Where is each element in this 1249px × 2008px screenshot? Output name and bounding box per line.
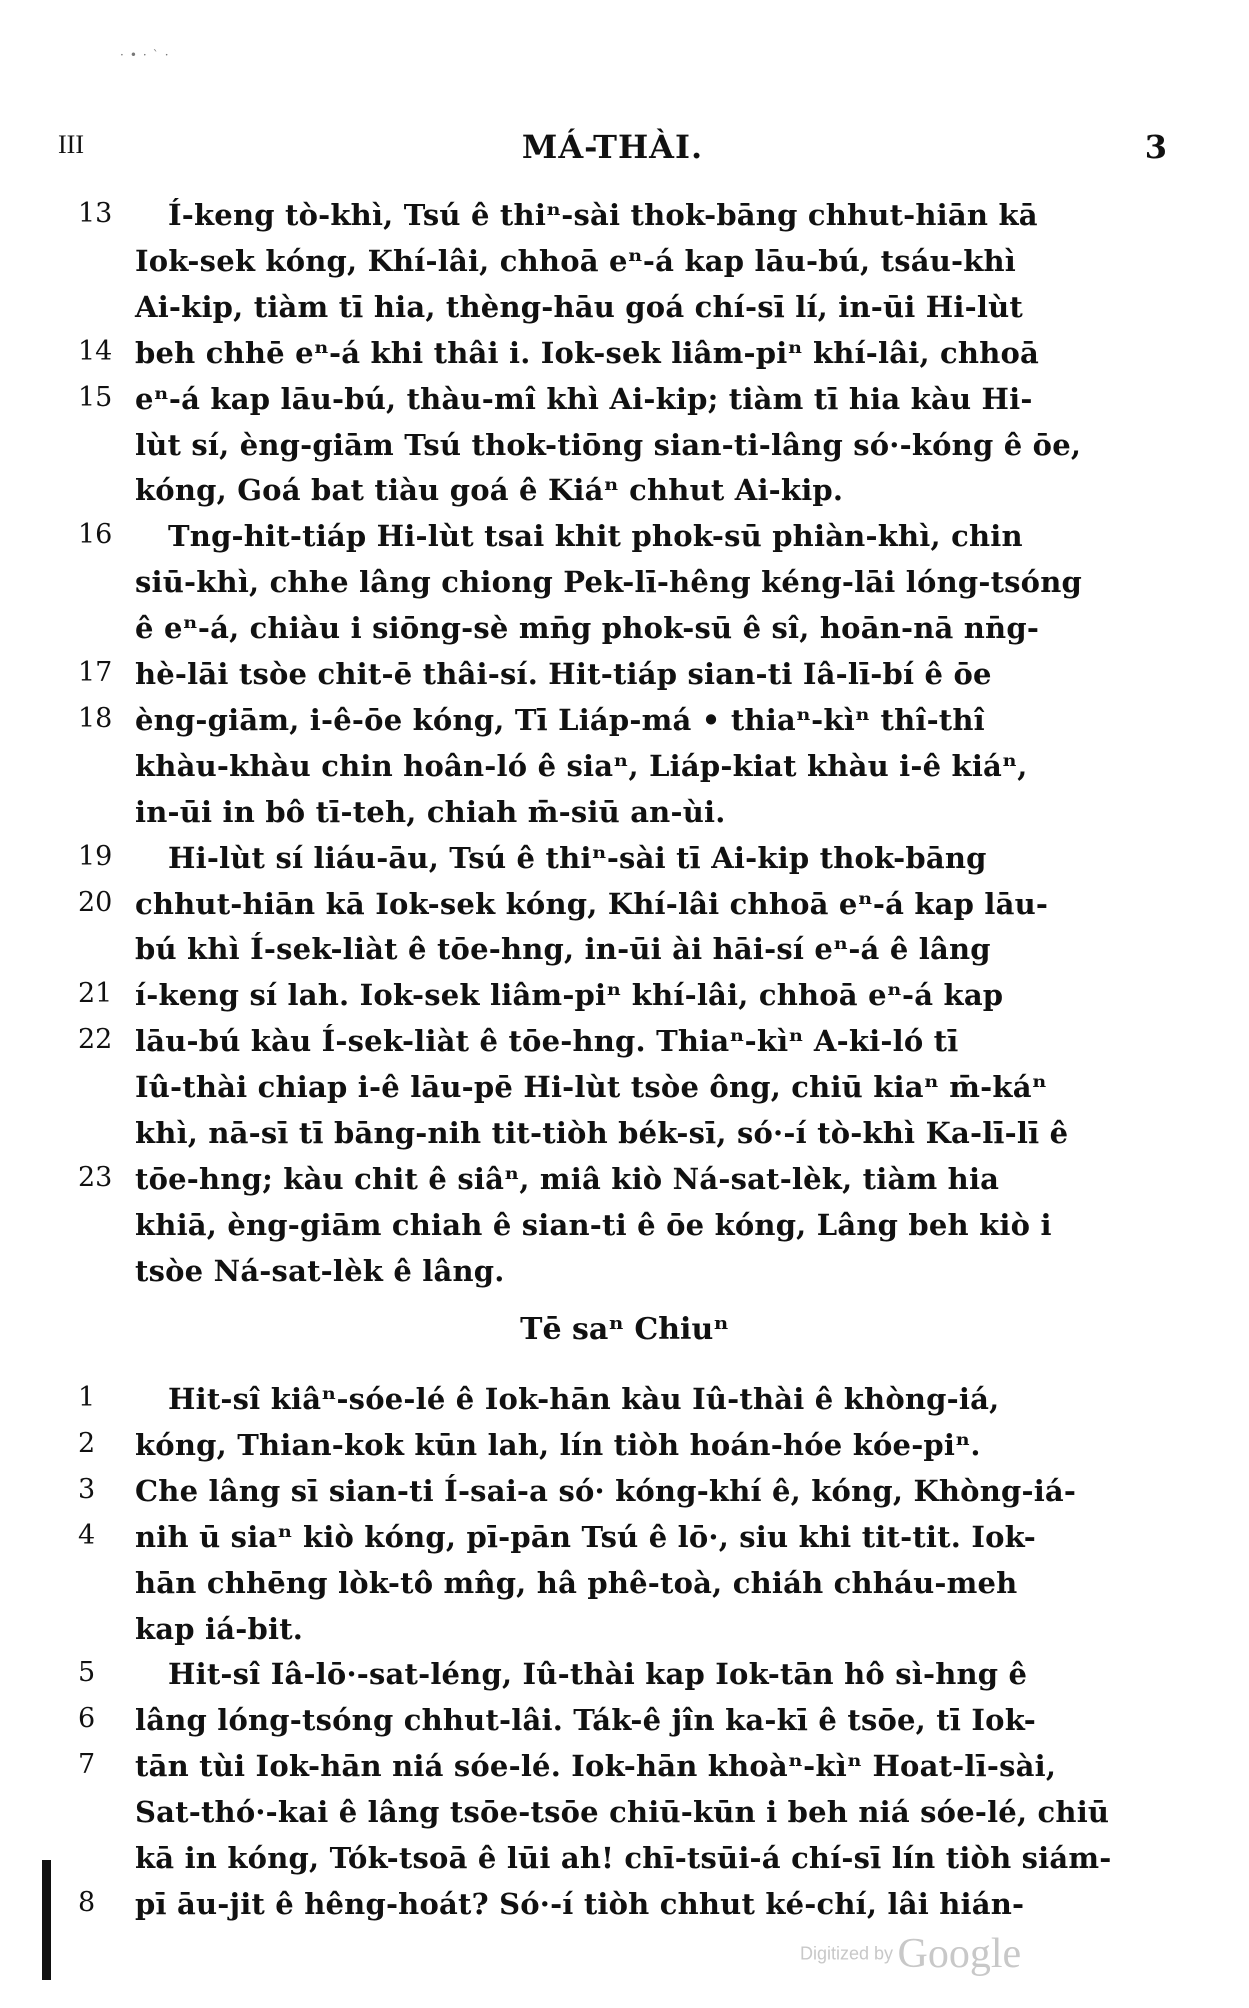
verse-line [58, 382, 1158, 428]
line-text: Iû-thài chiap i-ê lāu-pē Hi-lùt tsòe ông, chiū kiaⁿ m̄-káⁿ [135, 1070, 1047, 1105]
verse-number: 13 [78, 198, 113, 229]
verse-line [58, 1382, 1158, 1428]
verse-line [58, 703, 1158, 749]
line-text: kap iá-bit. [135, 1611, 304, 1646]
digitized-watermark [800, 1930, 1021, 1978]
verse-line [58, 1254, 1158, 1300]
chapter-roman-numeral: III [58, 130, 84, 159]
line-text: kóng, Goá bat tiàu goá ê Kiáⁿ chhut Ai-kip. [135, 473, 844, 508]
verse-line [58, 795, 1158, 841]
verse-line [58, 198, 1158, 244]
page-number: 3 [1144, 128, 1167, 166]
line-text: hān chhēng lòk-tô mn̂g, hâ phê-toà, chiáh chháu-meh [135, 1565, 1018, 1600]
line-text: tān tùi Iok-hān niá sóe-lé. Iok-hān khoàⁿ-kìⁿ Hoat-lī-sài, [135, 1749, 1057, 1784]
line-text: Tng-hit-tiáp Hi-lùt tsai khit phok-sū phiàn-khì, chin [168, 519, 1023, 554]
verse-line [58, 1162, 1158, 1208]
verse-line [58, 290, 1158, 336]
chapter-heading: Tē saⁿ Chiuⁿ [520, 1312, 729, 1347]
verse-number: 7 [78, 1749, 96, 1781]
verse-line [58, 1749, 1158, 1795]
verse-line [58, 978, 1158, 1024]
verse-number: 6 [78, 1703, 96, 1735]
verse-line [58, 244, 1158, 290]
verse-line [58, 1566, 1158, 1612]
verse-line [58, 887, 1158, 933]
verse-line [58, 1208, 1158, 1254]
line-text: khiā, èng-giām chiah ê sian-ti ê ōe kóng, Lâng beh kiò i [135, 1207, 1052, 1242]
line-text: kā in kóng, Tók-tsoā ê lūi ah! chī-tsūi-á chí-sī lín tiòh siám- [135, 1841, 1112, 1875]
line-text: ê eⁿ-á, chiàu i siōng-sè mn̄g phok-sū ê sî, hoān-nā nn̄g- [135, 611, 1040, 646]
verse-number: 4 [78, 1519, 96, 1551]
line-text: chhut-hiān kā Iok-sek kóng, Khí-lâi chhoā eⁿ-á kap lāu- [135, 886, 1049, 921]
verse-line [58, 1657, 1158, 1703]
line-text: khàu-khàu chin hoân-ló ê siaⁿ, Liáp-kiat khàu i-ê kiáⁿ, [135, 748, 1028, 783]
binding-edge-mark [42, 1860, 51, 1980]
line-text: Hit-sî kiâⁿ-sóe-lé ê Iok-hān kàu Iû-thài ê khòng-iá, [168, 1382, 1000, 1416]
verse-number: 17 [78, 657, 113, 688]
line-text: tsòe Ná-sat-lèk ê lâng. [135, 1253, 505, 1288]
verse-number: 3 [78, 1473, 96, 1505]
line-text: tōe-hng; kàu chit ê siâⁿ, miâ kiò Ná-sat-lèk, tiàm hia [135, 1161, 1000, 1196]
verse-line [58, 1070, 1158, 1116]
page-header [58, 128, 1167, 168]
verse-number: 8 [78, 1886, 96, 1918]
verse-line [58, 519, 1158, 565]
line-text: Hit-sî Iâ-lō·-sat-léng, Iû-thài kap Iok-tān hô sì-hng ê [168, 1657, 1028, 1692]
digitized-label: Digitized by [800, 1943, 894, 1964]
line-text: in-ūi in bô tī-teh, chiah m̄-siū an-ùi. [135, 794, 726, 829]
verse-line [58, 1887, 1158, 1933]
verse-line [58, 1703, 1158, 1749]
line-text: eⁿ-á kap lāu-bú, thàu-mî khì Ai-kip; tiàm tī hia kàu Hi- [135, 381, 1033, 416]
line-text: nih ū siaⁿ kiò kóng, pī-pān Tsú ê lō·, siu khi tit-tit. Iok- [135, 1519, 1037, 1554]
line-text: lāu-bú kàu Í-sek-liàt ê tōe-hng. Thiaⁿ-kìⁿ A-ki-ló tī [135, 1024, 959, 1059]
verse-line [58, 1612, 1158, 1658]
line-text: lâng lóng-tsóng chhut-lâi. Ták-ê jîn ka-kī ê tsōe, tī Iok- [135, 1703, 1037, 1738]
verse-line [58, 1024, 1158, 1070]
google-logo: Google [897, 1931, 1022, 1977]
verse-line [58, 1795, 1158, 1841]
line-text: kóng, Thian-kok kūn lah, lín tiòh hoán-hóe kóe-piⁿ. [135, 1427, 981, 1462]
verse-number: 19 [78, 840, 113, 872]
verse-number: 15 [78, 381, 113, 413]
verse-number: 18 [78, 702, 113, 734]
verse-number: 21 [78, 978, 113, 1010]
verse-line [58, 1474, 1158, 1520]
line-text: èng-giām, i-ê-ōe kóng, Tī Liáp-má • thiaⁿ-kìⁿ thî-thî [135, 702, 985, 737]
line-text: khì, nā-sī tī bāng-nih tit-tiòh bék-sī, só·-í tò-khì Ka-lī-lī ê [135, 1116, 1069, 1150]
verse-number: 16 [78, 519, 113, 551]
verse-line [58, 473, 1158, 519]
verse-line [58, 1116, 1158, 1162]
verse-line [58, 657, 1158, 703]
verse-line [58, 932, 1158, 978]
verse-line [58, 565, 1158, 611]
verse-line [58, 841, 1158, 887]
verse-line [58, 611, 1158, 657]
verse-line [58, 749, 1158, 795]
line-text: Ai-kip, tiàm tī hia, thèng-hāu goá chí-sī lí, in-ūi Hi-lùt [135, 289, 1023, 324]
verse-number: 14 [78, 335, 113, 367]
verse-line [58, 428, 1158, 474]
line-text: hè-lāi tsòe chit-ē thâi-sí. Hit-tiáp sian-ti Iâ-lī-bí ê ōe [135, 657, 992, 691]
line-text: Che lâng sī sian-ti Í-sai-a só· kóng-khí ê, kóng, Khòng-iá- [135, 1473, 1077, 1508]
verse-line [58, 336, 1158, 382]
line-text: í-keng sí lah. Iok-sek liâm-piⁿ khí-lâi, chhoā eⁿ-á kap [135, 978, 1004, 1013]
line-text: siū-khì, chhe lâng chiong Pek-lī-hêng kéng-lāi lóng-tsóng [135, 565, 1082, 600]
verse-number: 22 [78, 1024, 113, 1056]
line-text: Iok-sek kóng, Khí-lâi, chhoā eⁿ-á kap lāu-bú, tsáu-khì [135, 243, 1017, 278]
book-title: MÁ-THÀI. [521, 128, 704, 166]
verse-line [58, 1520, 1158, 1566]
line-text: bú khì Í-sek-liàt ê tōe-hng, in-ūi ài hāi-sí eⁿ-á ê lâng [135, 932, 991, 967]
verse-line [58, 1428, 1158, 1474]
line-text: lùt sí, èng-giām Tsú thok-tiōng sian-ti-lâng só·-kóng ê ōe, [135, 427, 1082, 462]
verse-number: 23 [78, 1161, 113, 1193]
scan-speck: ·•·`· [120, 48, 175, 62]
verse-number: 20 [78, 886, 113, 918]
verse-number: 5 [78, 1657, 96, 1689]
verse-number: 2 [78, 1427, 96, 1459]
line-text: Sat-thó·-kai ê lâng tsōe-tsōe chiū-kūn i beh niá sóe-lé, chiū [135, 1795, 1110, 1830]
verse-line [58, 1841, 1158, 1887]
line-text: Í-keng tò-khì, Tsú ê thiⁿ-sài thok-bāng chhut-hiān kā [168, 198, 1038, 232]
line-text: Hi-lùt sí liáu-āu, Tsú ê thiⁿ-sài tī Ai-kip thok-bāng [168, 840, 987, 875]
verse-number: 1 [78, 1382, 96, 1413]
line-text: beh chhē eⁿ-á khi thâi i. Iok-sek liâm-piⁿ khí-lâi, chhoā [135, 335, 1040, 370]
line-text: pī āu-jit ê hêng-hoát? Só·-í tiòh chhut ké-chí, lâi hián- [135, 1886, 1025, 1921]
